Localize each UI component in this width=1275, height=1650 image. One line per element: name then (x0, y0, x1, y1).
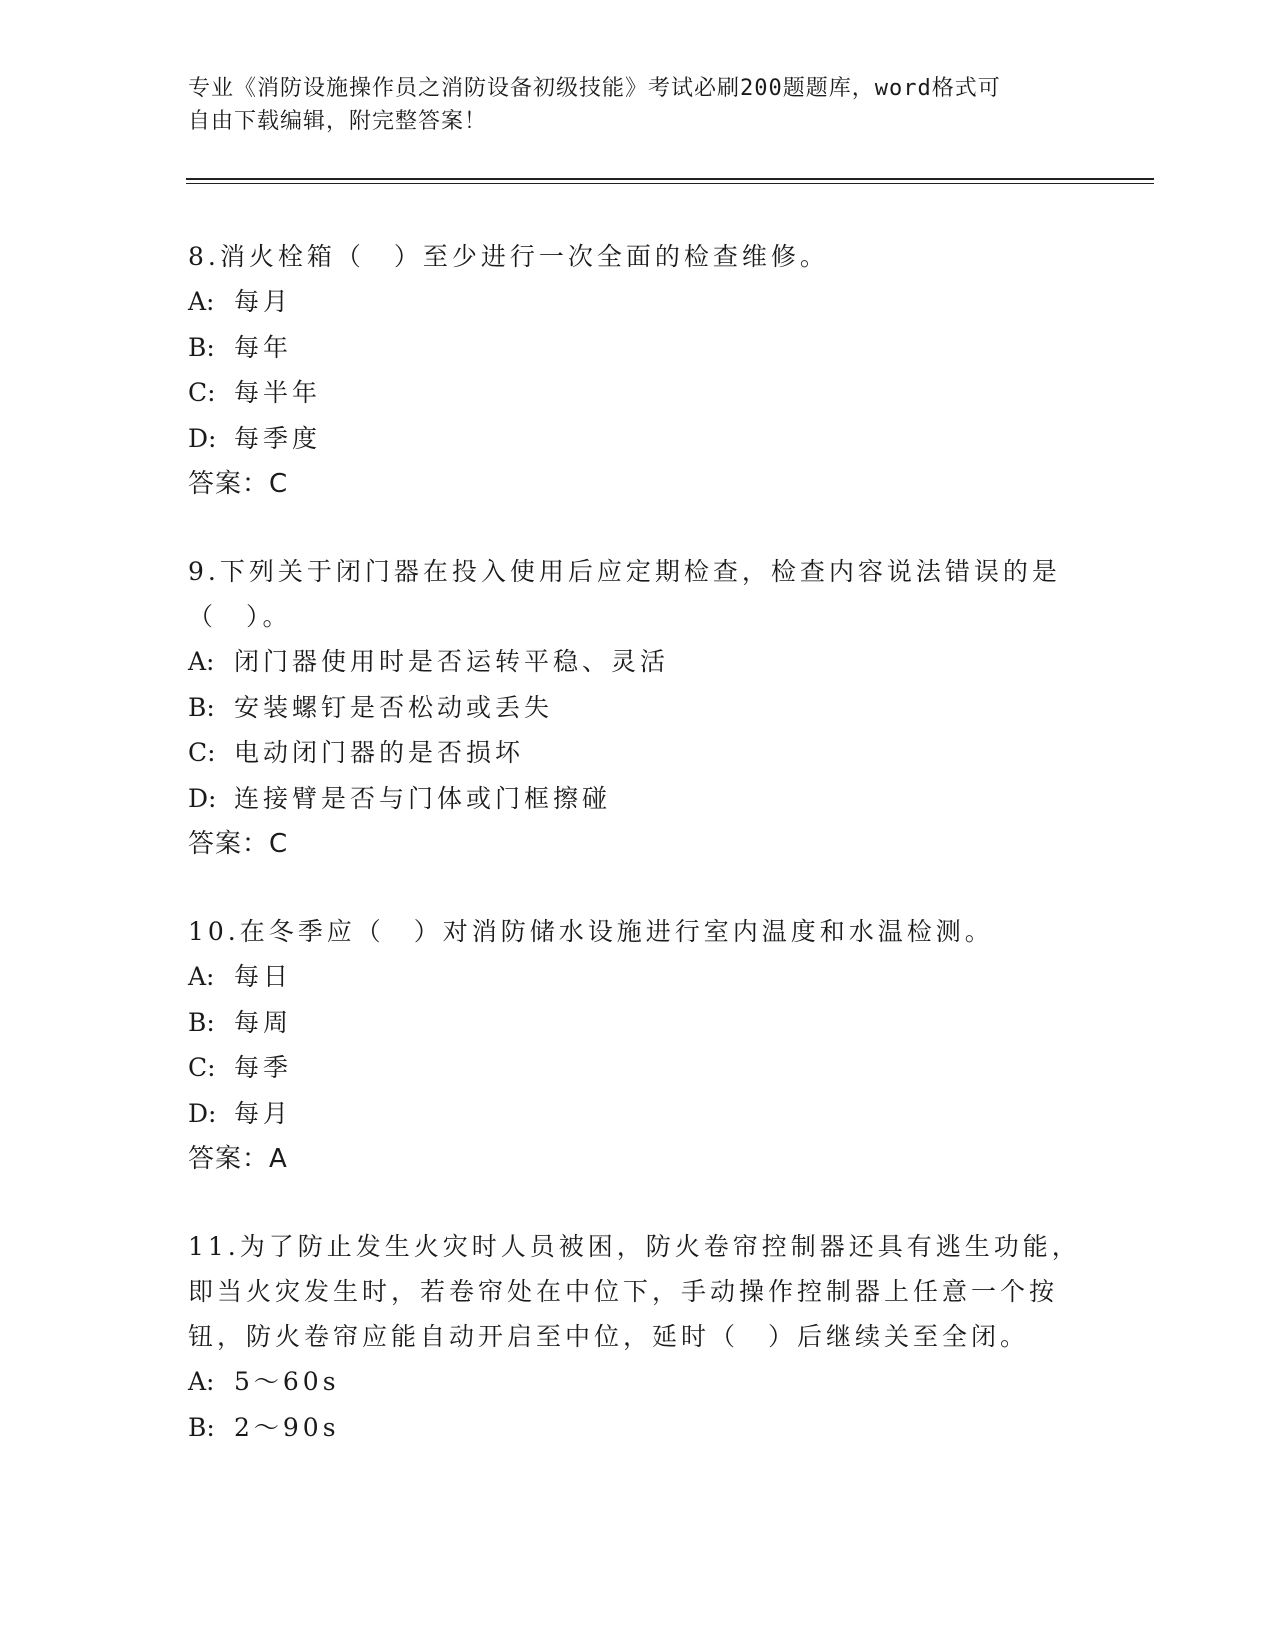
option-b (188, 1405, 1088, 1451)
option-letter: D: (188, 423, 217, 453)
header-line-1: 专业《消防设施操作员之消防设备初级技能》考试必刷200题题库，word格式可 (188, 76, 1001, 101)
option-letter: A: (188, 647, 215, 676)
answer-label: 答案：A (188, 1144, 288, 1174)
option-letter: B: (188, 332, 215, 362)
option-text: 每周 (234, 1007, 293, 1037)
option-text: 每年 (234, 332, 293, 362)
option-a (188, 639, 1088, 685)
option-text: 每半年 (234, 378, 322, 407)
option-letter: A: (188, 962, 215, 991)
option-letter: A: (188, 287, 215, 316)
question-stem: 10.在冬季应（ ）对消防储水设施进行室内温度和水温检测。 (188, 917, 994, 946)
option-letter: D: (188, 1098, 217, 1128)
option-text: 连接臂是否与门体或门框擦碰 (234, 783, 612, 813)
option-letter: B: (188, 1007, 215, 1037)
option-text: 每月 (234, 1098, 293, 1128)
option-letter: C: (188, 738, 216, 767)
question-8 (188, 234, 1088, 507)
option-c (188, 370, 1088, 416)
question-9 (188, 549, 1088, 867)
option-text: 5～60s (234, 1367, 340, 1396)
answer-label: 答案：C (188, 469, 289, 499)
option-letter: B: (188, 692, 215, 722)
option-b (188, 325, 1088, 371)
option-letter: C: (188, 378, 216, 407)
option-b (188, 685, 1088, 731)
option-text: 每季 (234, 1053, 293, 1082)
option-a (188, 954, 1088, 1000)
option-text: 安装螺钉是否松动或丢失 (234, 692, 554, 722)
option-letter: C: (188, 1053, 216, 1082)
answer-label: 答案：C (188, 829, 289, 859)
question-11 (188, 1224, 1088, 1450)
option-d (188, 416, 1088, 462)
option-text: 每日 (234, 962, 293, 991)
option-d (188, 776, 1088, 822)
option-b (188, 1000, 1088, 1046)
option-letter: B: (188, 1412, 215, 1442)
document-header (188, 72, 1088, 138)
option-d (188, 1091, 1088, 1137)
question-stem: 11.为了防止发生火灾时人员被困，防火卷帘控制器还具有逃生功能，即当火灾发生时，若卷帘处在中位下，手动操作控制器上任意一个按钮，防火卷帘应能自动开启至中位，延时（ ）后继续关至全闭。 (188, 1232, 1081, 1351)
header-line-2: 自由下载编辑，附完整答案！ (188, 109, 488, 134)
question-stem: 9.下列关于闭门器在投入使用后应定期检查，检查内容说法错误的是（ ）。 (188, 557, 1061, 631)
question-stem: 8.消火栓箱（ ）至少进行一次全面的检查维修。 (188, 242, 829, 271)
header-divider-thick (186, 178, 1154, 180)
option-c (188, 730, 1088, 776)
option-text: 闭门器使用时是否运转平稳、灵活 (234, 647, 670, 676)
option-letter: D: (188, 783, 217, 813)
question-10 (188, 909, 1088, 1182)
option-letter: A: (188, 1367, 215, 1396)
header-divider-thin (186, 183, 1154, 184)
option-a (188, 279, 1088, 325)
option-text: 每月 (234, 287, 293, 316)
question-list (188, 234, 1088, 1492)
option-text: 每季度 (234, 423, 322, 453)
option-c (188, 1045, 1088, 1091)
option-text: 电动闭门器的是否损坏 (234, 738, 525, 767)
option-a (188, 1359, 1088, 1405)
option-text: 2～90s (234, 1412, 340, 1442)
